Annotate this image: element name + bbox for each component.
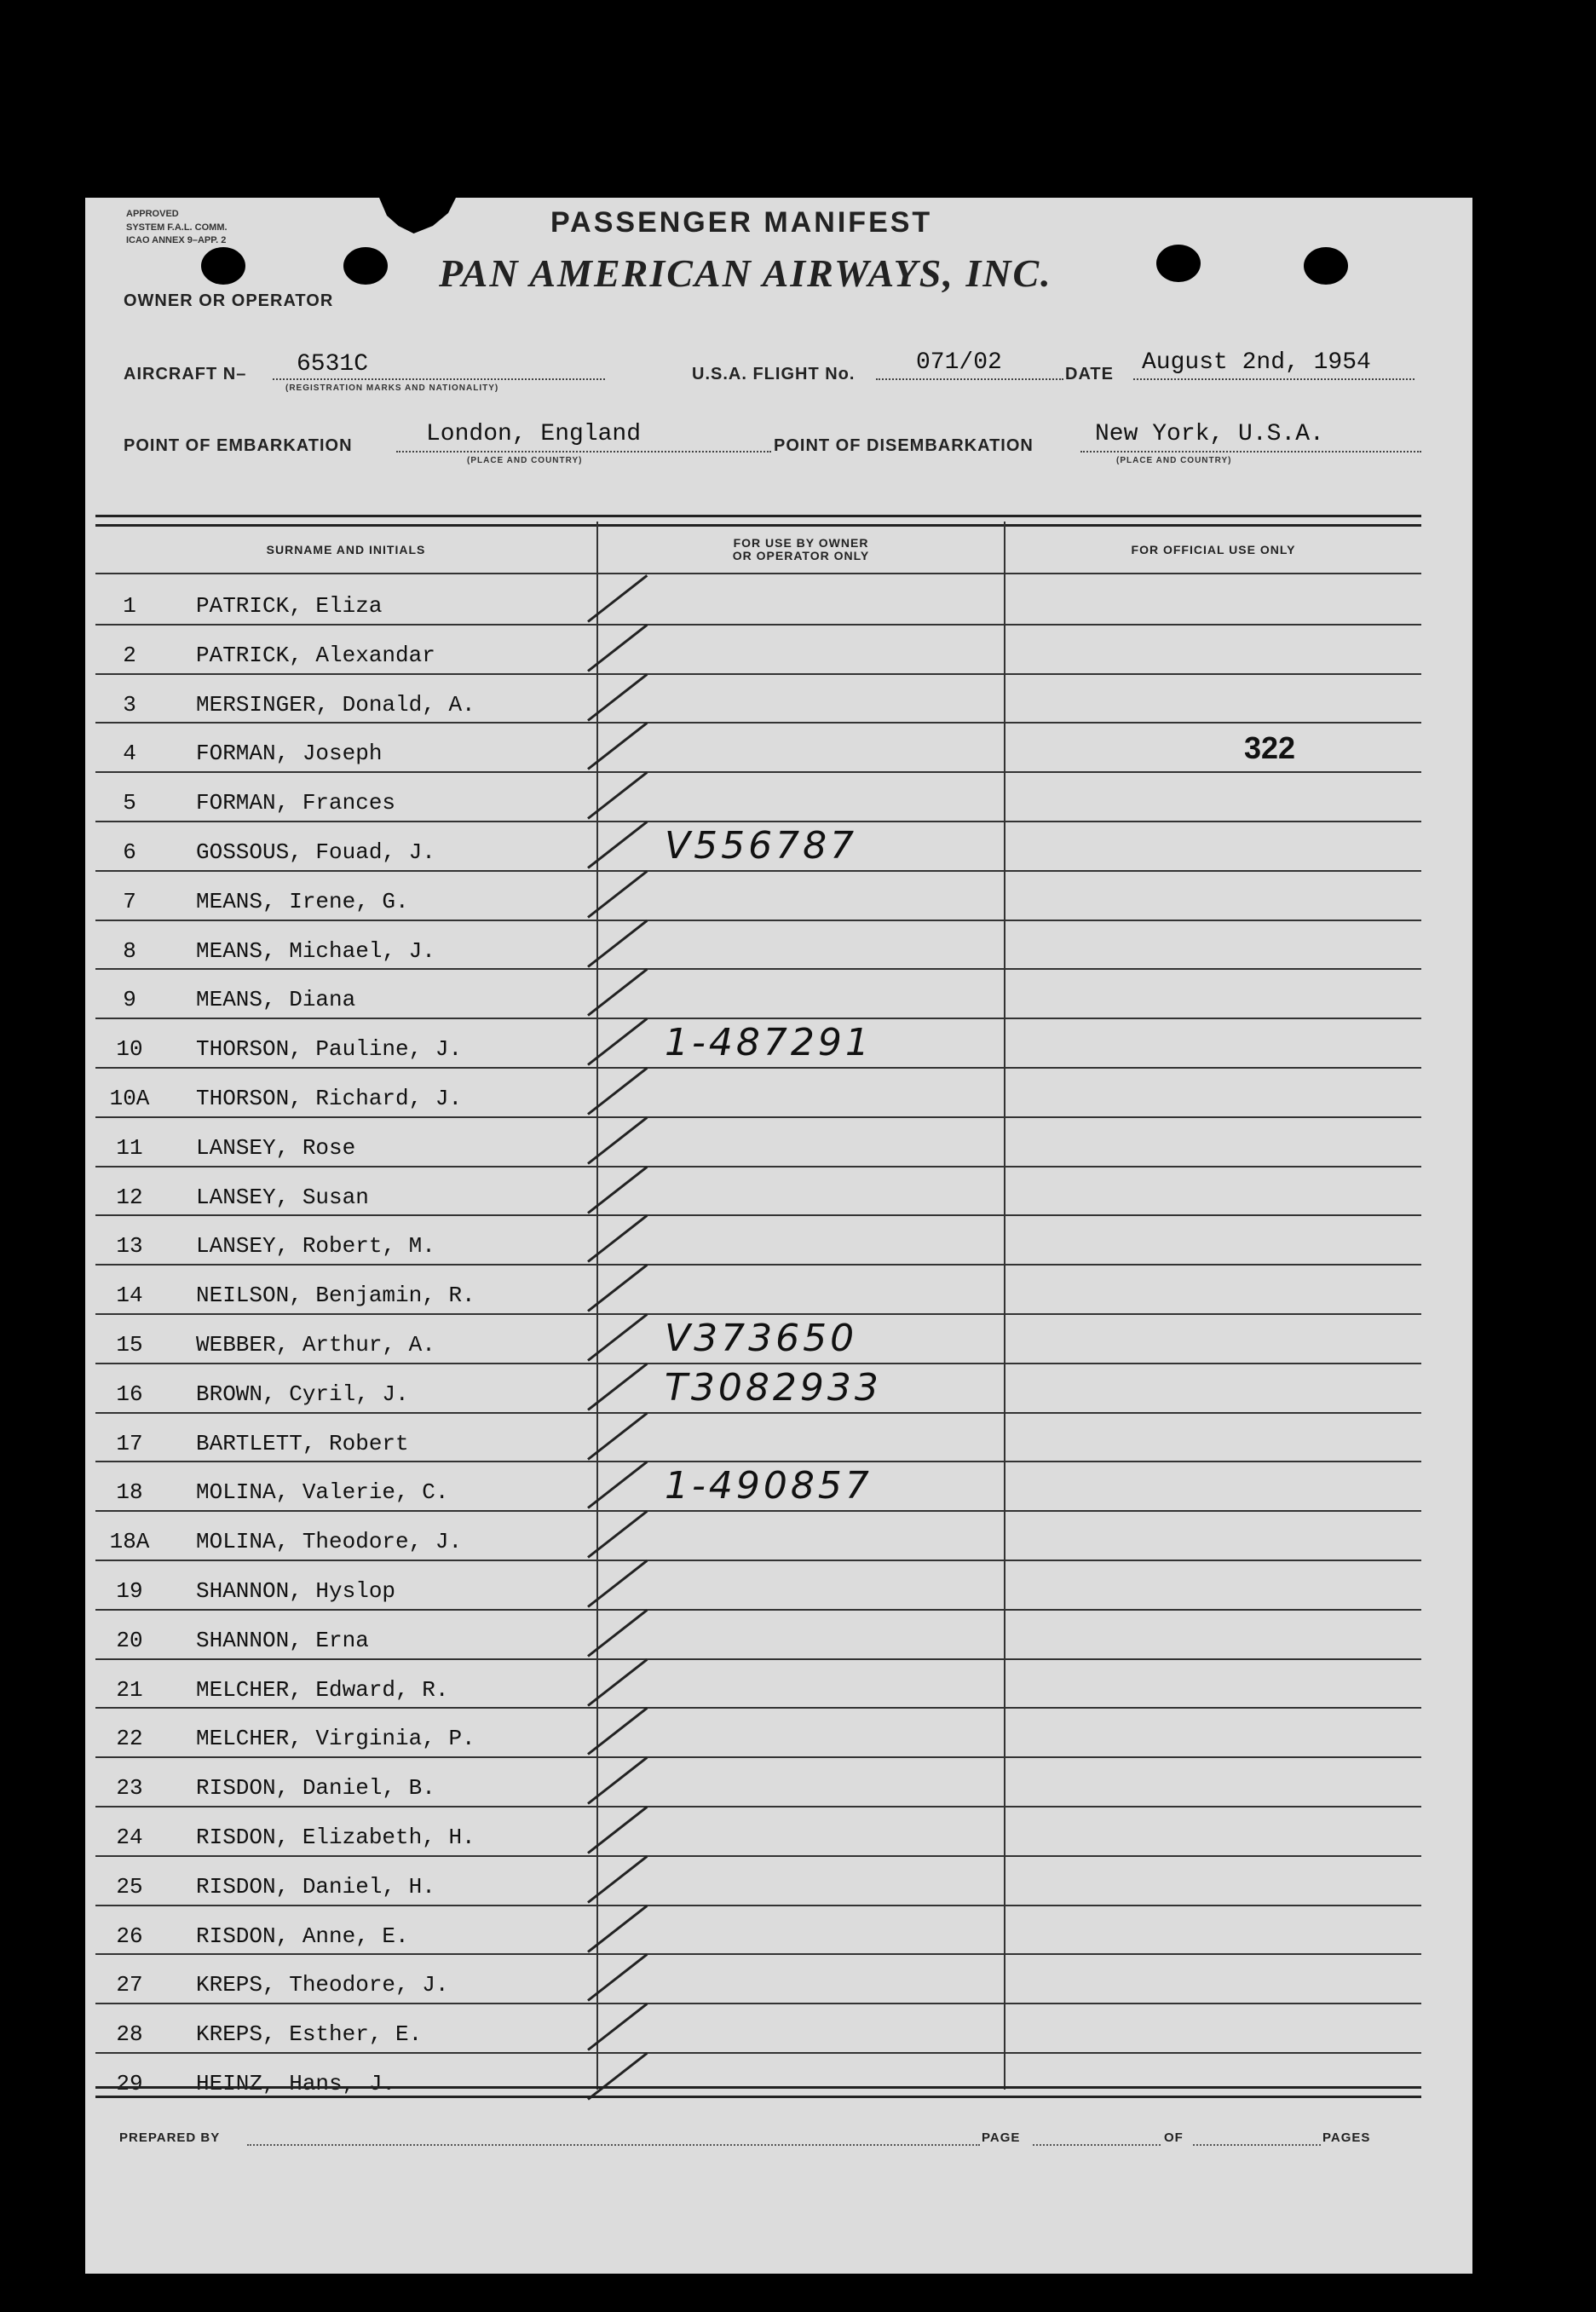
- row-rule: [95, 1018, 1421, 1019]
- embark-field-line: [396, 451, 771, 453]
- passenger-name: FORMAN, Frances: [196, 790, 396, 816]
- prepared-by-line: [247, 2144, 980, 2146]
- header-rule: [95, 573, 1421, 574]
- disembark-value: New York, U.S.A.: [1095, 421, 1324, 447]
- owner-note: V373650: [665, 1317, 858, 1360]
- page-label: PAGE: [982, 2130, 1021, 2145]
- row-rule: [95, 1953, 1421, 1955]
- operator-name: PAN AMERICAN AIRWAYS, INC.: [439, 251, 1052, 295]
- row-number: 3: [123, 691, 136, 718]
- date-value: August 2nd, 1954: [1142, 349, 1371, 376]
- row-number: 4: [123, 741, 136, 767]
- passenger-name: MOLINA, Theodore, J.: [196, 1529, 463, 1555]
- passenger-name: MOLINA, Valerie, C.: [196, 1479, 449, 1506]
- passenger-name: THORSON, Pauline, J.: [196, 1036, 463, 1063]
- approval-line: APPROVED: [126, 209, 179, 219]
- embark-value: London, England: [426, 421, 642, 447]
- row-number: 8: [123, 937, 136, 964]
- row-rule: [95, 1905, 1421, 1906]
- punch-hole: [201, 247, 245, 285]
- row-number: 1: [123, 593, 136, 619]
- aircraft-sublabel: (REGISTRATION MARKS AND NATIONALITY): [285, 383, 499, 393]
- row-rule: [95, 2003, 1421, 2004]
- form-title: PASSENGER MANIFEST: [550, 206, 933, 239]
- row-number: 23: [116, 1775, 143, 1802]
- disembark-field-line: [1080, 451, 1421, 453]
- official-note: 322: [1244, 730, 1296, 766]
- row-number: 24: [116, 1825, 143, 1850]
- row-number: 11: [116, 1134, 143, 1161]
- row-rule: [95, 821, 1421, 822]
- row-rule: [95, 1658, 1421, 1660]
- row-rule: [95, 1510, 1421, 1512]
- owner-note: V556787: [665, 824, 858, 868]
- passenger-name: PATRICK, Eliza: [196, 593, 383, 619]
- pages-label: PAGES: [1322, 2130, 1371, 2145]
- row-number: 10A: [109, 1086, 150, 1111]
- row-rule: [95, 1363, 1421, 1364]
- row-rule: [95, 1609, 1421, 1611]
- passenger-name: MEANS, Irene, G.: [196, 888, 409, 914]
- row-number: 12: [116, 1184, 143, 1210]
- row-number: 21: [116, 1676, 143, 1703]
- row-rule: [95, 1214, 1421, 1216]
- row-rule: [95, 1264, 1421, 1266]
- passenger-name: NEILSON, Benjamin, R.: [196, 1283, 475, 1309]
- row-rule: [95, 1560, 1421, 1561]
- passenger-name: LANSEY, Rose: [196, 1134, 356, 1161]
- flight-field-line: [876, 378, 1063, 380]
- row-rule: [95, 920, 1421, 921]
- passenger-name: THORSON, Richard, J.: [196, 1086, 463, 1111]
- aircraft-value: 6531C: [297, 351, 369, 378]
- row-rule: [95, 673, 1421, 675]
- disembark-label: POINT OF DISEMBARKATION: [774, 436, 1034, 455]
- row-number: 5: [123, 790, 136, 816]
- approval-line: ICAO ANNEX 9–APP. 2: [126, 235, 227, 245]
- passenger-name: LANSEY, Robert, M.: [196, 1233, 435, 1260]
- passenger-name: RISDON, Elizabeth, H.: [196, 1825, 475, 1850]
- date-label: DATE: [1065, 365, 1114, 383]
- passenger-name: SHANNON, Erna: [196, 1627, 369, 1653]
- row-rule: [95, 1855, 1421, 1857]
- row-number: 15: [116, 1332, 143, 1358]
- row-number: 18A: [109, 1529, 150, 1555]
- passenger-name: MELCHER, Virginia, P.: [196, 1726, 475, 1752]
- row-number: 14: [116, 1283, 143, 1309]
- row-rule: [95, 624, 1421, 626]
- date-field-line: [1133, 378, 1415, 380]
- row-number: 29: [116, 2071, 143, 2096]
- prepared-by-label: PREPARED BY: [119, 2130, 221, 2145]
- passenger-name: MEANS, Diana: [196, 987, 356, 1013]
- passenger-name: BROWN, Cyril, J.: [196, 1381, 409, 1407]
- aircraft-label: AIRCRAFT N–: [124, 365, 247, 383]
- row-number: 7: [123, 888, 136, 914]
- row-rule: [95, 1806, 1421, 1808]
- owner-note: 1-490857: [665, 1464, 873, 1508]
- embark-sublabel: (PLACE AND COUNTRY): [467, 456, 583, 465]
- row-number: 10: [116, 1036, 143, 1063]
- punch-hole: [343, 247, 388, 285]
- row-rule: [95, 2052, 1421, 2054]
- row-rule: [95, 1067, 1421, 1069]
- row-rule: [95, 1313, 1421, 1315]
- passenger-name: GOSSOUS, Fouad, J.: [196, 839, 435, 865]
- column-header-official: FOR OFFICIAL USE ONLY: [1131, 543, 1296, 556]
- row-number: 16: [116, 1381, 143, 1407]
- column-header-name: SURNAME AND INITIALS: [266, 543, 426, 556]
- passenger-name: RISDON, Daniel, B.: [196, 1775, 435, 1802]
- row-rule: [95, 1707, 1421, 1709]
- passenger-name: LANSEY, Susan: [196, 1184, 369, 1210]
- passenger-name: MELCHER, Edward, R.: [196, 1676, 449, 1703]
- approval-line: SYSTEM F.A.L. COMM.: [126, 222, 228, 233]
- row-rule: [95, 771, 1421, 773]
- aircraft-field-line: [273, 378, 605, 380]
- row-number: 27: [116, 1972, 143, 1998]
- row-number: 2: [123, 642, 136, 668]
- table-top-rule: [95, 515, 1421, 527]
- row-number: 22: [116, 1726, 143, 1752]
- flight-value: 071/02: [916, 349, 1002, 376]
- owner-note: T3082933: [665, 1365, 882, 1410]
- row-number: 25: [116, 1873, 143, 1900]
- passenger-name: WEBBER, Arthur, A.: [196, 1332, 435, 1358]
- row-number: 20: [116, 1627, 143, 1653]
- punch-hole: [1304, 247, 1348, 285]
- row-rule: [95, 1461, 1421, 1462]
- row-rule: [95, 1756, 1421, 1758]
- owner-note: 1-487291: [665, 1021, 873, 1065]
- table-bottom-rule: [95, 2086, 1421, 2098]
- row-rule: [95, 968, 1421, 970]
- passenger-name: RISDON, Anne, E.: [196, 1923, 409, 1949]
- row-number: 18: [116, 1479, 143, 1506]
- owner-label: OWNER OR OPERATOR: [124, 291, 334, 310]
- passenger-name: MEANS, Michael, J.: [196, 937, 435, 964]
- row-number: 6: [123, 839, 136, 865]
- passenger-name: SHANNON, Hyslop: [196, 1578, 396, 1604]
- row-rule: [95, 1166, 1421, 1168]
- passenger-name: BARTLETT, Robert: [196, 1430, 409, 1456]
- page-number-line: [1033, 2144, 1161, 2146]
- passenger-name: HEINZ, Hans, J.: [196, 2071, 396, 2096]
- row-rule: [95, 1116, 1421, 1118]
- passenger-name: MERSINGER, Donald, A.: [196, 691, 475, 718]
- passenger-name: PATRICK, Alexandar: [196, 642, 435, 668]
- row-number: 26: [116, 1923, 143, 1949]
- passenger-name: RISDON, Daniel, H.: [196, 1873, 435, 1900]
- disembark-sublabel: (PLACE AND COUNTRY): [1116, 456, 1232, 465]
- page-total-line: [1193, 2144, 1321, 2146]
- column-header-owner: FOR USE BY OWNER OR OPERATOR ONLY: [732, 536, 870, 562]
- passenger-name: FORMAN, Joseph: [196, 741, 383, 767]
- row-number: 9: [123, 987, 136, 1013]
- row-number: 28: [116, 2021, 143, 2048]
- passenger-name: KREPS, Theodore, J.: [196, 1972, 449, 1998]
- punch-hole: [1156, 245, 1201, 282]
- row-rule: [95, 1412, 1421, 1414]
- passenger-name: KREPS, Esther, E.: [196, 2021, 423, 2048]
- row-number: 19: [116, 1578, 143, 1604]
- row-number: 17: [116, 1430, 143, 1456]
- of-label: OF: [1164, 2130, 1184, 2145]
- row-number: 13: [116, 1233, 143, 1260]
- embark-label: POINT OF EMBARKATION: [124, 436, 353, 455]
- row-rule: [95, 870, 1421, 872]
- row-rule: [95, 722, 1421, 724]
- flight-label: U.S.A. FLIGHT No.: [692, 365, 856, 383]
